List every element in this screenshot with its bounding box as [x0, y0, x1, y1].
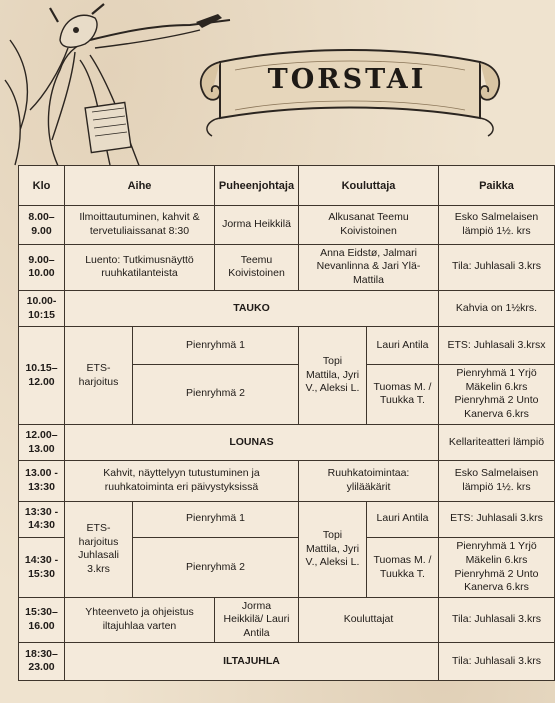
time-cell: 10.00- 10:15: [19, 290, 65, 326]
place-cell: Pienryhmä 1 Yrjö Mäkelin 6.krs Pienryhmä 2 Unto Kanerva 6.krs: [439, 364, 555, 424]
place-cell: Tila: Juhlasali 3.krs: [439, 598, 555, 642]
header-paikka: Paikka: [439, 166, 555, 206]
trainer-cell: Anna Eidstø, Jalmari Nevanlinna & Jari Ylä- Mattila: [299, 244, 439, 290]
chair-cell: Jorma Heikkilä/ Lauri Antila: [215, 598, 299, 642]
trainers-cell: Topi Mattila, Jyri V., Aleksi L.: [299, 501, 367, 598]
ets-cell: ETS- harjoitus: [65, 327, 133, 425]
topic-cell: Luento: Tutkimusnäyttö ruuhkatilanteista: [65, 244, 215, 290]
header-klo: Klo: [19, 166, 65, 206]
time-cell: 15:30– 16.00: [19, 598, 65, 642]
group2-cell: Pienryhmä 2: [133, 537, 299, 597]
table-row: [19, 461, 555, 501]
topic-cell: Ilmoittautuminen, kahvit & tervetuliaissanat 8:30: [65, 206, 215, 244]
time-cell: 8.00– 9.00: [19, 206, 65, 244]
table-row: [19, 598, 555, 642]
table-row: [19, 425, 555, 461]
topic-cell: Kahvit, näyttelyyn tutustuminen ja ruuhkatoiminta eri päivystyksissä: [65, 461, 299, 501]
place-cell: Esko Salmelaisen lämpiö 1½. krs: [439, 461, 555, 501]
chair-cell: Jorma Heikkilä: [215, 206, 299, 244]
time-cell: 13.00 - 13:30: [19, 461, 65, 501]
time-cell: 10.15– 12.00: [19, 327, 65, 425]
header-kouluttaja: Kouluttaja: [299, 166, 439, 206]
trainer1-cell: Lauri Antila: [367, 327, 439, 364]
group1-cell: Pienryhmä 1: [133, 501, 299, 537]
chair-cell: Teemu Koivistoinen: [215, 244, 299, 290]
table-row: [19, 642, 555, 680]
lunch-cell: LOUNAS: [65, 425, 439, 461]
place-cell: Tila: Juhlasali 3.krs: [439, 244, 555, 290]
place-cell: ETS: Juhlasali 3.krsx: [439, 327, 555, 364]
table-row: [19, 206, 555, 244]
trainer2-cell: Tuomas M. / Tuukka T.: [367, 364, 439, 424]
header-row: [19, 166, 555, 206]
table-row: [19, 290, 555, 326]
place-cell: Esko Salmelaisen lämpiö 1½. krs: [439, 206, 555, 244]
trainer-cell: Ruuhkatoimintaa: ylilääkärit: [299, 461, 439, 501]
trainer2-cell: Tuomas M. / Tuukka T.: [367, 537, 439, 597]
time-cell: 9.00– 10.00: [19, 244, 65, 290]
break-cell: TAUKO: [65, 290, 439, 326]
header-puheenjohtaja: Puheenjohtaja: [215, 166, 299, 206]
topic-cell: Yhteenveto ja ohjeistus iltajuhlaa varten: [65, 598, 215, 642]
time-cell: 12.00– 13.00: [19, 425, 65, 461]
table-row: [19, 244, 555, 290]
place-cell: Kahvia on 1½krs.: [439, 290, 555, 326]
place-cell: Pienryhmä 1 Yrjö Mäkelin 6.krs Pienryhmä 2 Unto Kanerva 6.krs: [439, 537, 555, 597]
table-row: [19, 327, 555, 364]
group2-cell: Pienryhmä 2: [133, 364, 299, 424]
place-cell: ETS: Juhlasali 3.krs: [439, 501, 555, 537]
header-aihe: Aihe: [65, 166, 215, 206]
time-cell: 18:30– 23.00: [19, 642, 65, 680]
time-cell: 14:30 - 15:30: [19, 537, 65, 597]
time-cell: 13:30 - 14:30: [19, 501, 65, 537]
schedule-table: [18, 165, 555, 681]
trainer1-cell: Lauri Antila: [367, 501, 439, 537]
trainers-cell: Topi Mattila, Jyri V., Aleksi L.: [299, 327, 367, 425]
place-cell: Tila: Juhlasali 3.krs: [439, 642, 555, 680]
group1-cell: Pienryhmä 1: [133, 327, 299, 364]
ets-cell: ETS- harjoitus Juhlasali 3.krs: [65, 501, 133, 598]
trainer-cell: Alkusanat Teemu Koivistoinen: [299, 206, 439, 244]
place-cell: Kellariteatteri lämpiö: [439, 425, 555, 461]
trainer-cell: Kouluttajat: [299, 598, 439, 642]
page-title: TORSTAI: [267, 64, 427, 95]
table-row: [19, 501, 555, 537]
evening-party-cell: ILTAJUHLA: [65, 642, 439, 680]
